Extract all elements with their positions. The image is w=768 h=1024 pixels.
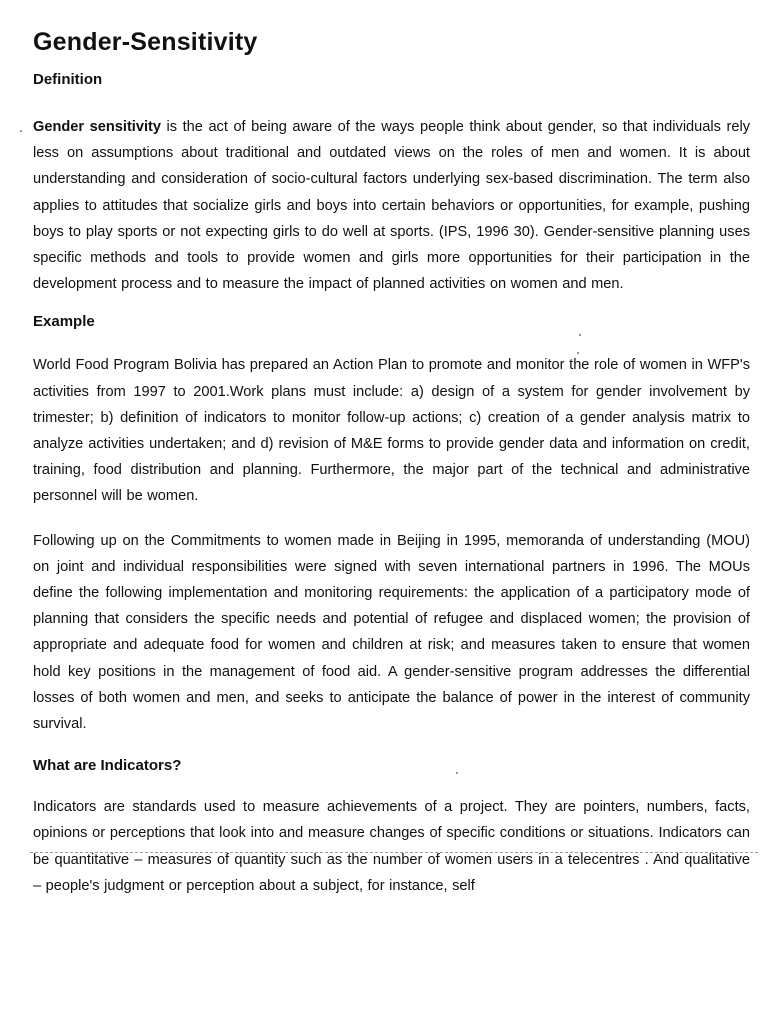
- example-paragraph-2: Following up on the Commitments to women made in Beijing in 1995, memoranda of understanding (MOU) on joint and individual responsibilities were signed with seven international partners in 1996. The MOUs define the following implementation and monitoring requirements: the application of a participatory mode of planning that considers the specific needs and potential of refugee and displaced women; the provision of appropriate and adequate food for women and children at risk; and measures taken to ensure that women hold key positions in the management of food aid. A gender-sensitive program addresses the differential losses of both women and men, and seeks to anticipate the balance of power in the interest of community survival.: [33, 532, 750, 733]
- example-heading: Example: [33, 313, 95, 331]
- scan-speck: [456, 772, 458, 774]
- scan-rule-line: [30, 852, 758, 853]
- indicators-paragraph: Indicators are standards used to measure achievements of a project. They are pointers, numbers, facts, opinions or perceptions that look into and measure changes of specific conditions or situations. Indicators can be quantitative – measures of quantity such as the number of women users in a telecentres . And qualitative – people's judgment or perception about a subject, for instance, self: [33, 799, 750, 894]
- scan-speck: [579, 334, 581, 336]
- scan-speck: [577, 352, 579, 354]
- example-paragraph-1: World Food Program Bolivia has prepared an Action Plan to promote and monitor the role of women in WFP's activities from 1997 to 2001.Work plans must include: a) design of a system for gender involvement by trimester; b) definition of indicators to monitor follow-up actions; c) creation of a gender analysis matrix to analyze activities undertaken; and d) revision of M&E forms to provide gender data and information on credit, training, food distribution and planning. Furthermore, the major part of the technical and administrative personnel will be women.: [33, 357, 750, 505]
- definition-text: is the act of being aware of the ways people think about gender, so that individuals rely less on assumptions about traditional and outdated views on the roles of men and women. It is about understanding and consideration of socio-cultural factors underlying sex-based discrimination. The term also applies to attitudes that socialize girls and boys into certain behaviors or opportunities, for example, pushing boys to play sports or not expecting girls to do well at sports. (IPS, 1996 30). Gender-sensitive planning uses specific methods and tools to provide women and girls more opportunities for their participation in the development process and to measure the impact of planned activities on women and men.: [33, 119, 750, 293]
- indicators-heading: What are Indicators?: [33, 757, 182, 775]
- scan-speck: [20, 130, 22, 132]
- definition-term: Gender sensitivity: [33, 119, 162, 135]
- page-title: Gender-Sensitivity: [33, 28, 258, 56]
- definition-paragraph: [33, 114, 750, 297]
- definition-heading: Definition: [33, 71, 103, 88]
